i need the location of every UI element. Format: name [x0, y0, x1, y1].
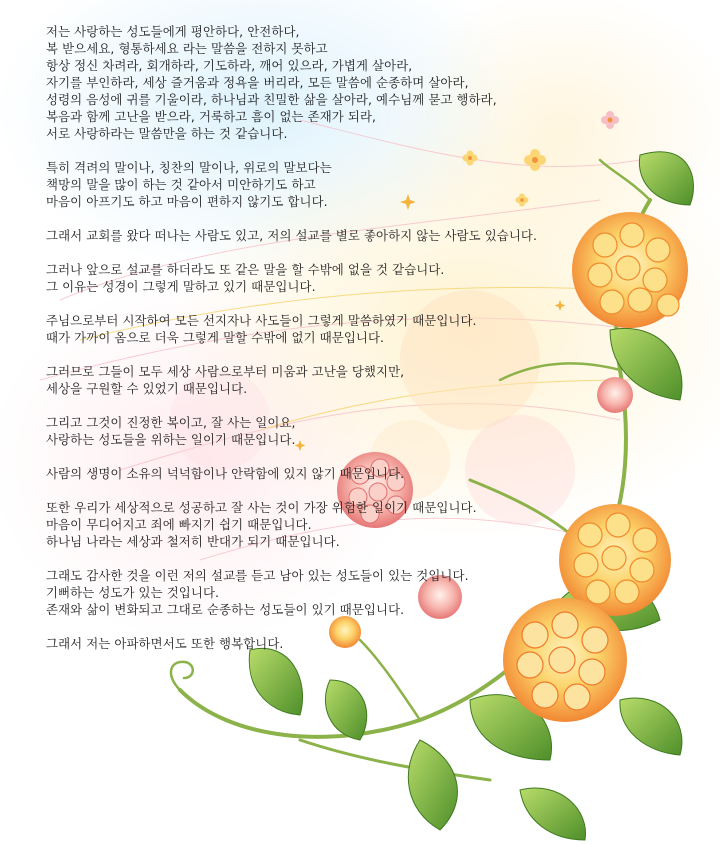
- letter-line: 세상을 구원할 수 있었기 때문입니다.: [46, 381, 248, 396]
- letter-line: 그리고 그것이 진정한 복이고, 잘 사는 일이요,: [46, 415, 296, 430]
- paragraph-gap: [46, 142, 686, 159]
- letter-line: 책망의 말을 많이 하는 것 같아서 미안하기도 하고: [46, 177, 316, 192]
- letter-line: 특히 격려의 말이나, 칭찬의 말이나, 위로의 말보다는: [46, 160, 332, 175]
- letter-line: 성령의 음성에 귀를 기울이라, 하나님과 친밀한 삶을 살아라, 예수님께 묻고 행하라,: [46, 92, 497, 107]
- paragraph-gap: [46, 482, 686, 499]
- letter-line: 존재와 삶이 변화되고 그대로 순종하는 성도들이 있기 때문입니다.: [46, 602, 405, 617]
- letter-line: 그래도 감사한 것을 이런 저의 설교를 듣고 남아 있는 성도들이 있는 것입니다.: [46, 568, 469, 583]
- letter-line: 기뻐하는 성도가 있는 것입니다.: [46, 585, 220, 600]
- letter-line: 그러므로 그들이 모두 세상 사람으로부터 미움과 고난을 당했지만,: [46, 364, 405, 379]
- letter-line: 그 이유는 성경이 그렇게 말하고 있기 때문입니다.: [46, 279, 316, 294]
- letter-line: 항상 정신 차려라, 회개하라, 기도하라, 깨어 있으라, 가볍게 살아라,: [46, 58, 413, 73]
- letter-line: 마음이 아프기도 하고 마음이 편하지 않기도 합니다.: [46, 194, 328, 209]
- letter-line: 그러나 앞으로 설교를 하더라도 또 같은 말을 할 수밖에 없을 것 같습니다.: [46, 262, 445, 277]
- letter-line: 주님으로부터 시작하여 모든 선지자나 사도들이 그렇게 말씀하였기 때문입니다.: [46, 313, 477, 328]
- paragraph-gap: [46, 550, 686, 567]
- letter-body: [46, 23, 686, 652]
- letter-line: 복음과 함께 고난을 받으라, 거룩하고 흠이 없는 존재가 되라,: [46, 109, 377, 124]
- paragraph-gap: [46, 448, 686, 465]
- letter-line: 하나님 나라는 세상과 철저히 반대가 되기 때문입니다.: [46, 534, 340, 549]
- paragraph-gap: [46, 618, 686, 635]
- paragraph-gap: [46, 397, 686, 414]
- paragraph-gap: [46, 210, 686, 227]
- letter-line: 그래서 교회를 왔다 떠나는 사람도 있고, 저의 설교를 별로 좋아하지 않는 사람도 있습니다.: [46, 228, 538, 243]
- paragraph-gap: [46, 244, 686, 261]
- letter-line: 자기를 부인하라, 세상 즐거움과 정욕을 버리라, 모든 말씀에 순종하며 살아라,: [46, 75, 469, 90]
- letter-line: 그래서 저는 아파하면서도 또한 행복합니다.: [46, 636, 284, 651]
- letter-line: 때가 가까이 옴으로 더욱 그렇게 말할 수밖에 없기 때문입니다.: [46, 330, 385, 345]
- letter-line: 마음이 무디어지고 죄에 빠지기 쉽기 때문입니다.: [46, 517, 312, 532]
- letter-line: 저는 사랑하는 성도들에게 평안하다, 안전하다,: [46, 24, 300, 39]
- letter-line: 또한 우리가 세상적으로 성공하고 잘 사는 것이 가장 위험한 일이기 때문입니다.: [46, 500, 477, 515]
- letter-line: 사람의 생명이 소유의 넉넉함이나 안락함에 있지 않기 때문입니다.: [46, 466, 405, 481]
- letter-line: 사랑하는 성도들을 위하는 일이기 때문입니다.: [46, 432, 296, 447]
- letter-line: 복 받으세요, 형통하세요 라는 말씀을 전하지 못하고: [46, 41, 328, 56]
- paragraph-gap: [46, 295, 686, 312]
- letter-line: 서로 사랑하라는 말씀만을 하는 것 같습니다.: [46, 126, 288, 141]
- paragraph-gap: [46, 346, 686, 363]
